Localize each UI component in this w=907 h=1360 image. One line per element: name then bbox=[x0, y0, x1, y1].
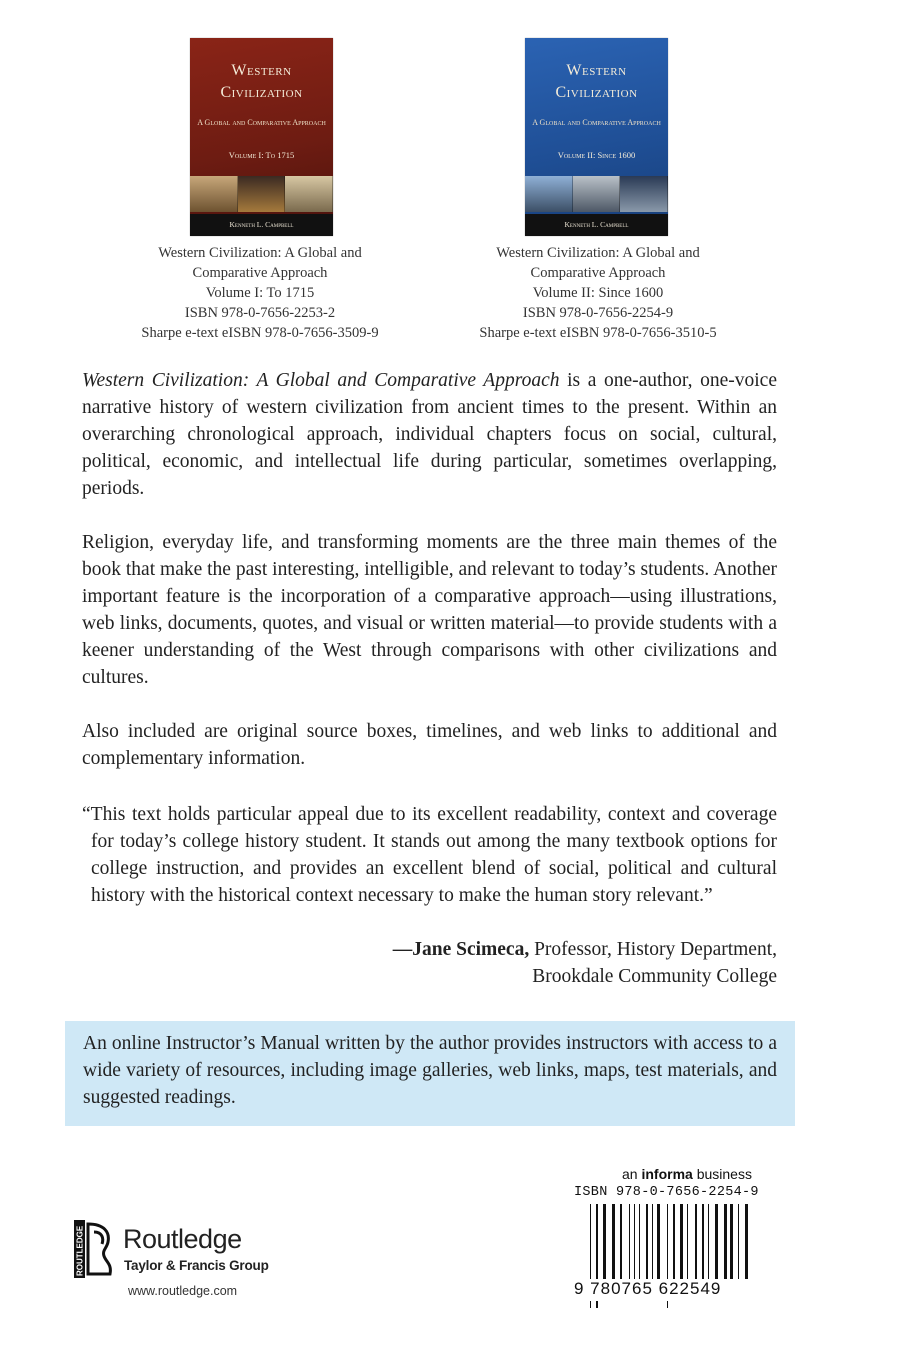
cover-caption-1: Western Civilization: A Global and Comparative Approach Volume I: To 1715 ISBN 978-0-7656-2253-2 Sharpe e-text eISBN 978-0-7656-3509-9 bbox=[141, 245, 379, 341]
cover-subtitle: A Global and Comparative Approach bbox=[197, 118, 326, 127]
cover-author: Kenneth L. Campbell bbox=[525, 214, 668, 236]
cover-volume-2 bbox=[525, 38, 668, 236]
cover-photo-strip bbox=[190, 176, 333, 212]
logo-vertical-text: ROUTLEDGE bbox=[75, 1225, 85, 1276]
publisher-url: www.routledge.com bbox=[128, 1284, 238, 1298]
publisher-name: Routledge bbox=[123, 1224, 242, 1254]
cover-author: Kenneth L. Campbell bbox=[190, 214, 333, 236]
description-paragraph-1: Western Civilization: A Global and Comparative Approach is a one-author, one-voice narrative history of western civilization from ancient times to the present. Within an overarching chronological approach, individual chapters focus on social, cultural, political, economic, and intellectual life during particular, sometimes overlapping, periods. bbox=[82, 370, 777, 499]
routledge-logo-icon bbox=[74, 1220, 118, 1278]
book-title-italic: Western Civilization: A Global and Comparative Approach bbox=[82, 370, 560, 391]
endorsement-quote bbox=[82, 801, 777, 909]
publisher-group: Taylor & Francis Group bbox=[124, 1258, 269, 1273]
quote-attribution bbox=[82, 936, 777, 990]
quote-author: —Jane Scimeca, bbox=[392, 939, 530, 960]
cover-volume: Volume II: Since 1600 bbox=[557, 150, 636, 160]
quote-text: “This text holds particular appeal due to its excellent readability, context and coverage for today’s college history student. It stands out among the many textbook options for college instruction, and provides an excellent blend of social, political and cultural history with the historical context necessary to make the human story relevant.” bbox=[82, 804, 777, 906]
cover-title: Western Civilization bbox=[220, 62, 303, 101]
cover-volume: Volume I: To 1715 bbox=[228, 150, 295, 160]
quote-institution: Brookdale Community College bbox=[532, 966, 777, 987]
cover-volume-1 bbox=[190, 38, 333, 236]
barcode-digits: 9 780765 622549 bbox=[574, 1279, 764, 1301]
informa-tagline: an informa business bbox=[622, 1166, 752, 1182]
cover-caption-2: Western Civilization: A Global and Comparative Approach Volume II: Since 1600 ISBN 978-0-7656-2254-9 Sharpe e-text eISBN 978-0-7656-3510-5 bbox=[479, 245, 717, 341]
description-paragraph-2: Religion, everyday life, and transforming moments are the three main themes of the book that make the past interesting, intelligible, and relevant to today’s students. Another important feature is the incorporation of a comparative approach—using illustrations, web links, documents, quotes, and visual or written material—to provide students with a keener understanding of the West through comparisons with other civilizations and cultures. bbox=[82, 532, 777, 688]
quote-role: Professor, History Department, bbox=[529, 939, 777, 960]
cover-photo-strip bbox=[525, 176, 668, 212]
description-paragraph-3: Also included are original source boxes, timelines, and web links to additional and complementary information. bbox=[82, 721, 777, 769]
barcode-isbn-text: ISBN 978-0-7656-2254-9 bbox=[574, 1185, 759, 1200]
instructor-manual-box: An online Instructor’s Manual written by the author provides instructors with access to a wide variety of resources, including image galleries, web links, maps, test materials, and suggested readings. bbox=[65, 1021, 795, 1126]
cover-subtitle: A Global and Comparative Approach bbox=[532, 118, 661, 127]
cover-title: Western Civilization bbox=[555, 62, 638, 101]
